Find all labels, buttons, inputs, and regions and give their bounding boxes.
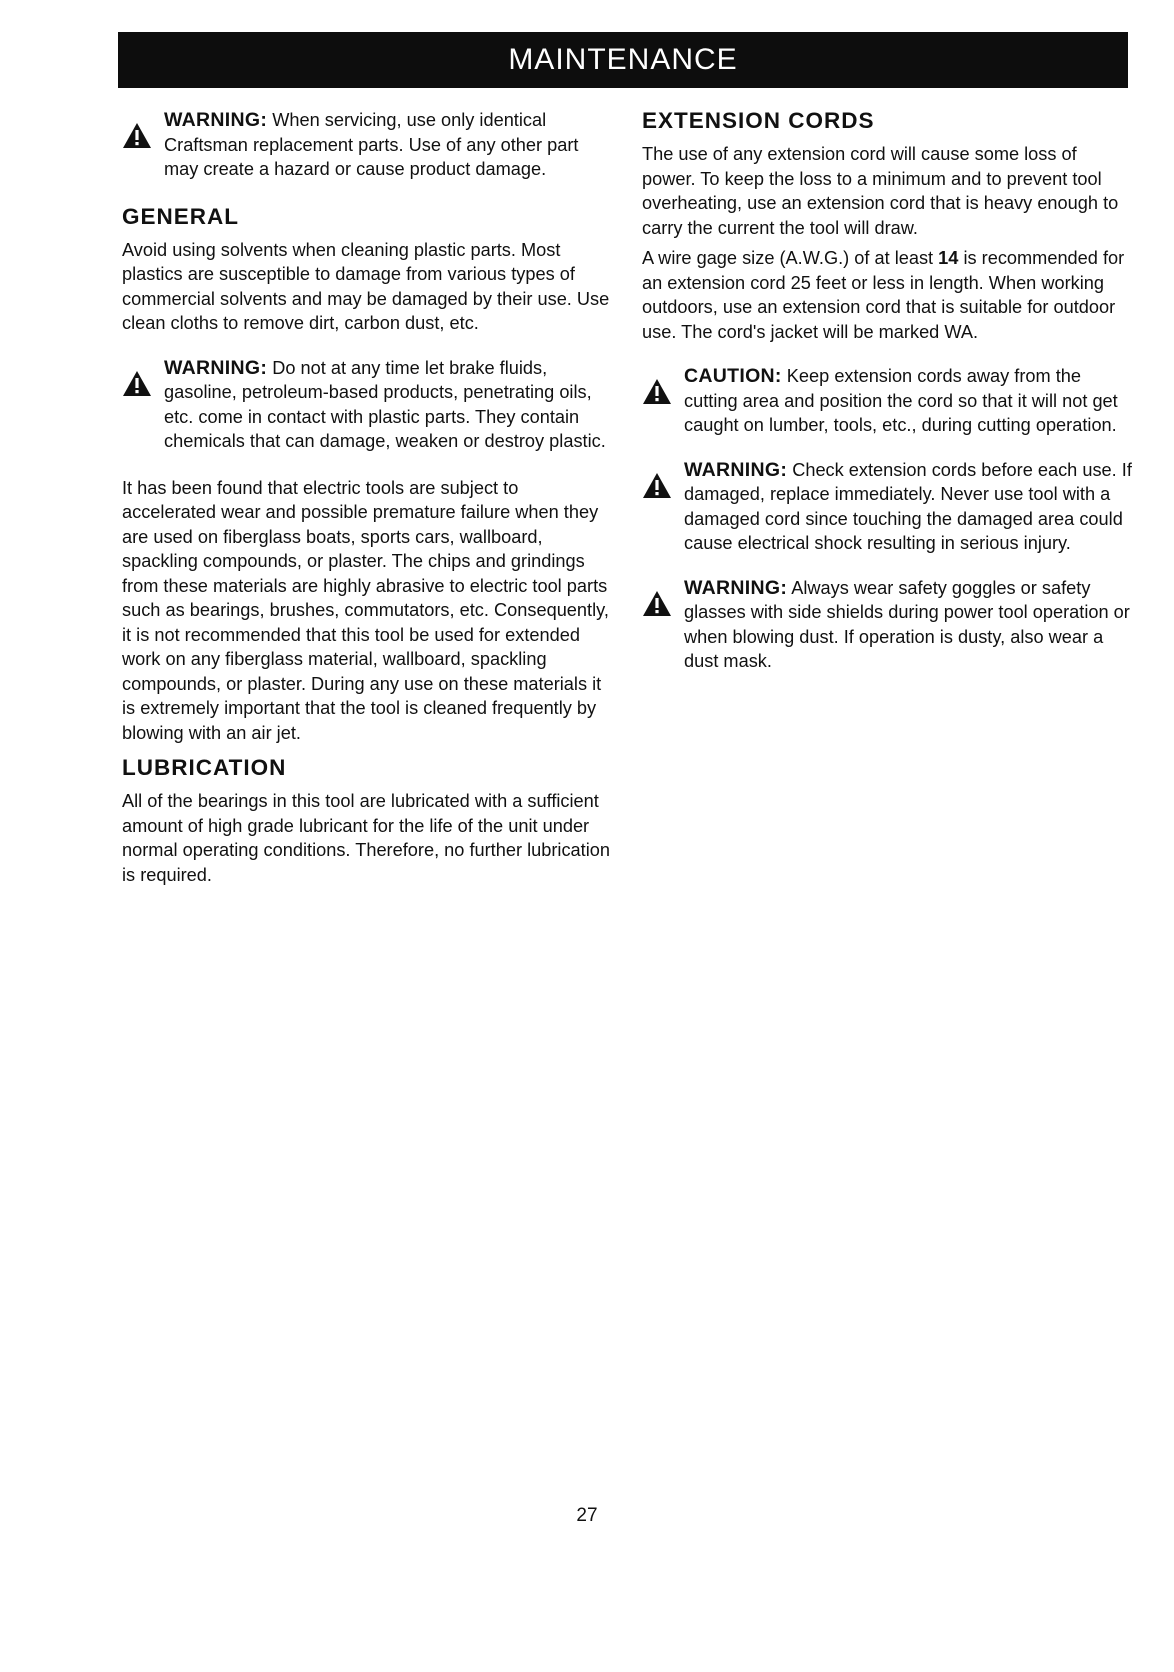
- warning-triangle-icon: [642, 472, 672, 499]
- warning-safety-goggles: [642, 576, 1132, 674]
- warning-text: Always wear safety goggles or safety glasses with side shields during power tool operation or when blowing dust. If operation is dusty, also wear a dust mask.: [684, 577, 1130, 671]
- warning-triangle-icon: [642, 378, 672, 405]
- caution-text: Keep extension cords away from the cutting area and position the cord so that it will not get caught on lumber, tools, etc., during cutting operation.: [684, 366, 1118, 435]
- left-column: [122, 108, 612, 887]
- caution-label: CAUTION:: [684, 365, 782, 387]
- warning-text: Check extension cords before each use. If damaged, replace immediately. Never use tool with a damaged cord since touching the damaged area could cause electrical shock resulting in serious injury.: [684, 459, 1132, 553]
- warning-replacement-parts: [122, 108, 612, 182]
- wire-gage-value: 14: [938, 248, 959, 268]
- warning-text: When servicing, use only identical Craftsman replacement parts. Use of any other part may create a hazard or cause product damage.: [164, 110, 579, 179]
- warning-label: WARNING:: [164, 356, 268, 379]
- section-banner: [118, 32, 1128, 88]
- extension-cords-paragraph-2: [642, 246, 1132, 344]
- warning-text: Do not at any time let brake fluids, gasoline, petroleum-based products, penetrating oils, etc. come in contact with plastic parts. They contain chemicals that can damage, weaken or destroy plastic.: [164, 357, 606, 451]
- fiberglass-paragraph: It has been found that electric tools are subject to accelerated wear and possible premature failure when they are used on fiberglass boats, sports cars, wallboard, spackling compounds, or plaster. The chips and grindings from these materials are highly abrasive to electric tool parts such as bearings, brushes, commutators, etc. Consequently, it is not recommended that this tool be used for extended work on any fiberglass material, wallboard, spackling compounds, or plaster. During any use on these materials it is extremely important that the tool is cleaned frequently by blowing with an air jet.: [122, 477, 609, 743]
- warning-label: WARNING:: [684, 458, 788, 481]
- warning-label: WARNING:: [164, 109, 268, 131]
- warning-check-cords: [642, 458, 1132, 556]
- warning-triangle-icon: [122, 122, 152, 149]
- lubrication-heading: LUBRICATION: [122, 755, 287, 780]
- warning-triangle-icon: [122, 370, 152, 397]
- wire-gage-text-cont: is recommended for an extension cord 25 feet or less in length. When working outdoors, use an extension cord that is suitable for outdoor use. The cord's jacket will be marked WA.: [642, 248, 1125, 342]
- page-number: 27: [576, 1505, 598, 1526]
- warning-brake-fluids: [122, 356, 612, 454]
- general-heading: GENERAL: [122, 203, 240, 229]
- page-title: MAINTENANCE: [508, 43, 738, 76]
- general-paragraph: Avoid using solvents when cleaning plastic parts. Most plastics are susceptible to damage from various types of commercial solvents and may be damaged by their use. Use clean cloths to remove dirt, carbon dust, etc.: [122, 239, 610, 333]
- warning-label: WARNING:: [684, 576, 788, 599]
- wire-gage-text: A wire gage size (A.W.G.) of at least: [642, 248, 939, 268]
- extension-cords-paragraph-1: The use of any extension cord will cause some loss of power. To keep the loss to a minimum and to prevent tool overheating, use an extension cord that is heavy enough to carry the current the tool will draw.: [642, 144, 1119, 238]
- warning-triangle-icon: [642, 590, 672, 617]
- extension-cords-heading: EXTENSION CORDS: [642, 108, 875, 133]
- lubrication-paragraph: All of the bearings in this tool are lubricated with a sufficient amount of high grade lubricant for the life of the unit under normal operating conditions. Therefore, no further lubrication is required.: [122, 791, 610, 885]
- right-column: [642, 108, 1132, 674]
- caution-extension-cords: [642, 364, 1132, 438]
